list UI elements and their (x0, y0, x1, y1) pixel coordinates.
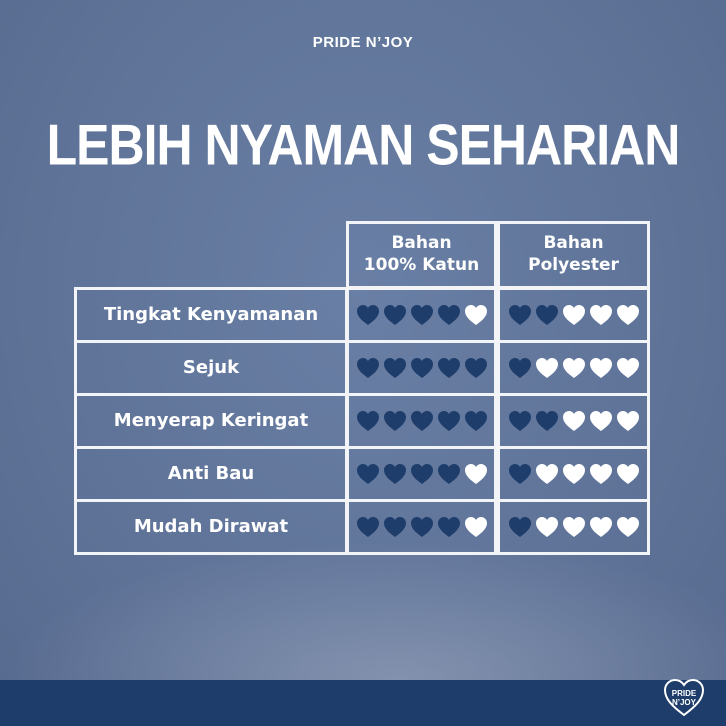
heart-filled-icon (437, 410, 461, 432)
heart-filled-icon (410, 357, 434, 379)
heart-filled-icon (535, 304, 559, 326)
rating-cell-polyester (497, 446, 650, 502)
heart-empty-icon (616, 463, 640, 485)
heart-empty-icon (589, 463, 613, 485)
column-header-katun-line2: 100% Katun (363, 255, 480, 275)
heart-empty-icon (535, 357, 559, 379)
heart-empty-icon (616, 410, 640, 432)
table-row-label-cell (74, 499, 348, 555)
heart-filled-icon (410, 516, 434, 538)
heart-filled-icon (383, 410, 407, 432)
heart-filled-icon (508, 463, 532, 485)
heart-filled-icon (383, 516, 407, 538)
heart-filled-icon (437, 516, 461, 538)
heart-empty-icon (562, 357, 586, 379)
rating-hearts-katun (356, 463, 488, 485)
column-header-polyester (497, 221, 650, 289)
heart-filled-icon (383, 463, 407, 485)
rating-cell-polyester (497, 287, 650, 343)
page-title: LEBIH NYAMAN SEHARIAN (46, 112, 680, 178)
heart-empty-icon (589, 304, 613, 326)
row-label: Mudah Dirawat (133, 516, 289, 537)
heart-empty-icon (562, 463, 586, 485)
heart-filled-icon (410, 463, 434, 485)
heart-filled-icon (464, 357, 488, 379)
heart-filled-icon (437, 357, 461, 379)
heart-empty-icon (589, 357, 613, 379)
heart-filled-icon (508, 357, 532, 379)
rating-hearts-katun (356, 304, 488, 326)
rating-hearts-katun (356, 516, 488, 538)
rating-hearts-katun (356, 410, 488, 432)
rating-cell-katun (346, 446, 497, 502)
heart-filled-icon (508, 304, 532, 326)
heart-filled-icon (508, 516, 532, 538)
table-row-label-cell (74, 393, 348, 449)
heart-filled-icon (383, 357, 407, 379)
heart-empty-icon (464, 516, 488, 538)
rating-cell-katun (346, 287, 497, 343)
column-header-polyester-line1: Bahan (543, 233, 604, 253)
heart-empty-icon (616, 304, 640, 326)
heart-empty-icon (616, 357, 640, 379)
rating-hearts-polyester (508, 357, 640, 379)
background-glow (0, 540, 726, 680)
heart-empty-icon (562, 410, 586, 432)
heart-filled-icon (356, 516, 380, 538)
badge-line2: N’JOY (671, 698, 696, 707)
rating-hearts-polyester (508, 410, 640, 432)
rating-cell-katun (346, 499, 497, 555)
rating-cell-katun (346, 393, 497, 449)
heart-empty-icon (562, 516, 586, 538)
brand-logo: PRIDE N’JOY (312, 34, 414, 51)
rating-cell-polyester (497, 499, 650, 555)
row-label: Tingkat Kenyamanan (103, 304, 319, 325)
heart-empty-icon (616, 516, 640, 538)
heart-filled-icon (410, 410, 434, 432)
badge-line1: PRIDE (671, 689, 697, 698)
heart-filled-icon (464, 410, 488, 432)
heart-empty-icon (535, 463, 559, 485)
rating-hearts-polyester (508, 304, 640, 326)
heart-filled-icon (535, 410, 559, 432)
table-row-label-cell (74, 287, 348, 343)
heart-filled-icon (356, 463, 380, 485)
column-header-katun-line1: Bahan (391, 233, 452, 253)
heart-empty-icon (464, 304, 488, 326)
heart-empty-icon (464, 463, 488, 485)
heart-filled-icon (437, 463, 461, 485)
row-label: Anti Bau (167, 463, 255, 484)
heart-filled-icon (508, 410, 532, 432)
heart-empty-icon (589, 410, 613, 432)
heart-empty-icon (589, 516, 613, 538)
heart-badge-icon (662, 678, 706, 718)
heart-filled-icon (410, 304, 434, 326)
rating-cell-katun (346, 340, 497, 396)
footer-bar (0, 680, 726, 726)
heart-empty-icon (535, 516, 559, 538)
heart-filled-icon (356, 304, 380, 326)
row-label: Sejuk (182, 357, 240, 378)
table-row-label-cell (74, 340, 348, 396)
heart-filled-icon (437, 304, 461, 326)
column-header-polyester-line2: Polyester (528, 255, 619, 275)
column-header-katun (346, 221, 497, 289)
heart-filled-icon (356, 357, 380, 379)
rating-cell-polyester (497, 393, 650, 449)
rating-cell-polyester (497, 340, 650, 396)
heart-filled-icon (356, 410, 380, 432)
table-row-label-cell (74, 446, 348, 502)
row-label: Menyerap Keringat (113, 410, 309, 431)
heart-empty-icon (562, 304, 586, 326)
rating-hearts-katun (356, 357, 488, 379)
heart-filled-icon (383, 304, 407, 326)
rating-hearts-polyester (508, 463, 640, 485)
rating-hearts-polyester (508, 516, 640, 538)
